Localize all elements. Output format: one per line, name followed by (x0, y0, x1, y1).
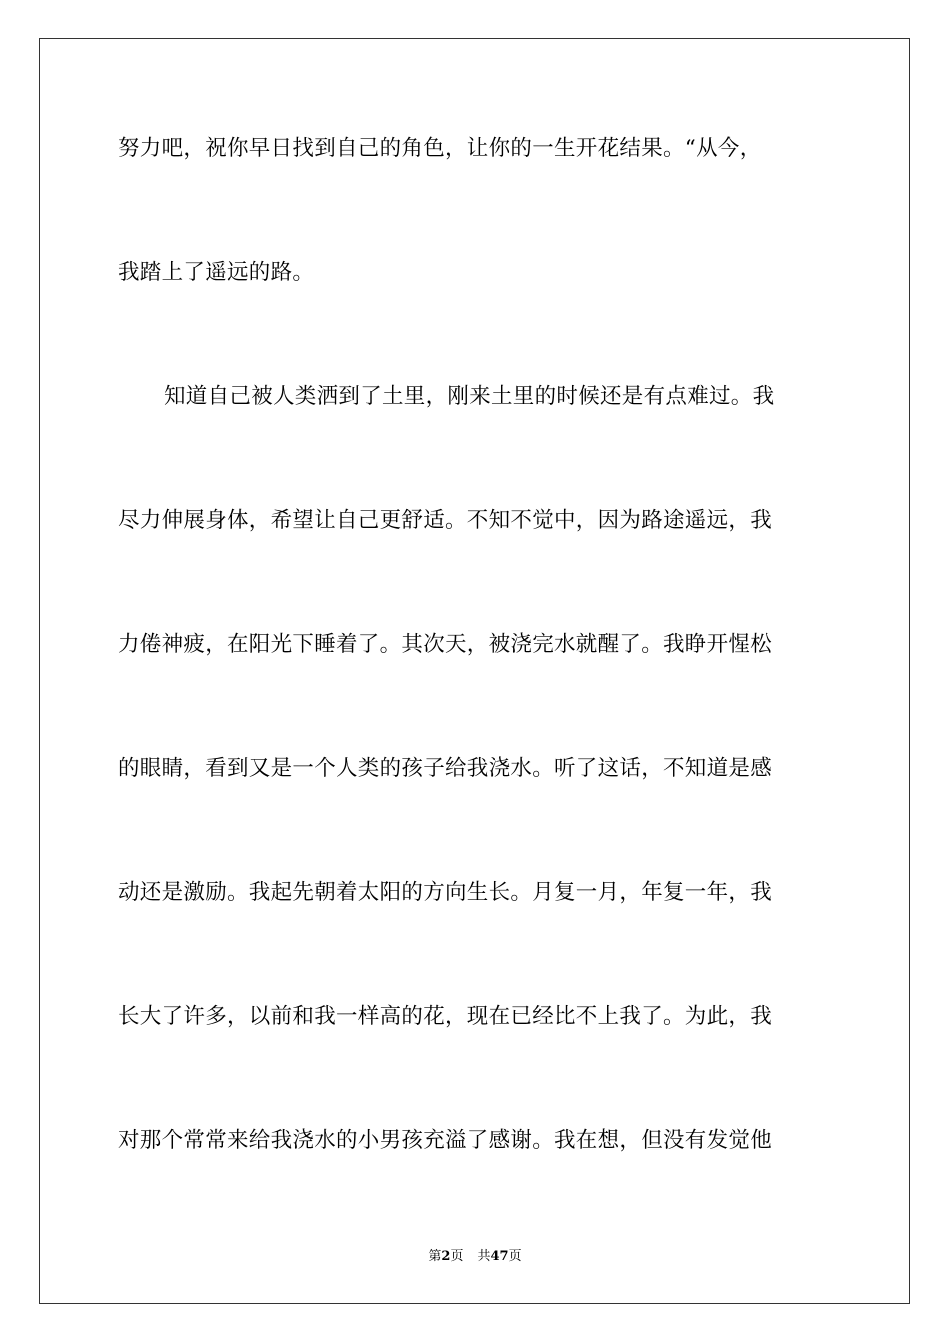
text-line-8: 长大了许多，以前和我一样高的花，现在已经比不上我了。为此，我 (118, 1004, 773, 1029)
text-line-1: 努力吧，祝你早日找到自己的角色，让你的一生开花结果。“从今， (118, 136, 762, 161)
page-suffix: 页 (450, 1249, 464, 1264)
text-line-2: 我踏上了遥远的路。 (118, 260, 315, 285)
page-number: 2 (441, 1249, 451, 1264)
text-line-3: 知道自己被人类洒到了土里，刚来土里的时候还是有点难过。我 (164, 384, 775, 409)
text-line-7: 动还是激励。我起先朝着太阳的方向生长。月复一月，年复一年，我 (118, 880, 773, 905)
text-line-5: 力倦神疲，在阳光下睡着了。其次天，被浇完水就醒了。我睁开惺松 (118, 632, 773, 657)
page-prefix: 第 (428, 1249, 442, 1264)
total-pages: 47 (490, 1249, 509, 1264)
page-footer (0, 1248, 950, 1266)
page-border (39, 38, 910, 1304)
text-line-6: 的眼睛，看到又是一个人类的孩子给我浇水。听了这话，不知道是感 (118, 756, 773, 781)
total-prefix: 共 (477, 1249, 491, 1264)
total-suffix: 页 (508, 1249, 522, 1264)
text-line-9: 对那个常常来给我浇水的小男孩充溢了感谢。我在想，但没有发觉他 (118, 1128, 773, 1153)
text-line-4: 尽力伸展身体，希望让自己更舒适。不知不觉中，因为路途遥远，我 (118, 508, 773, 533)
